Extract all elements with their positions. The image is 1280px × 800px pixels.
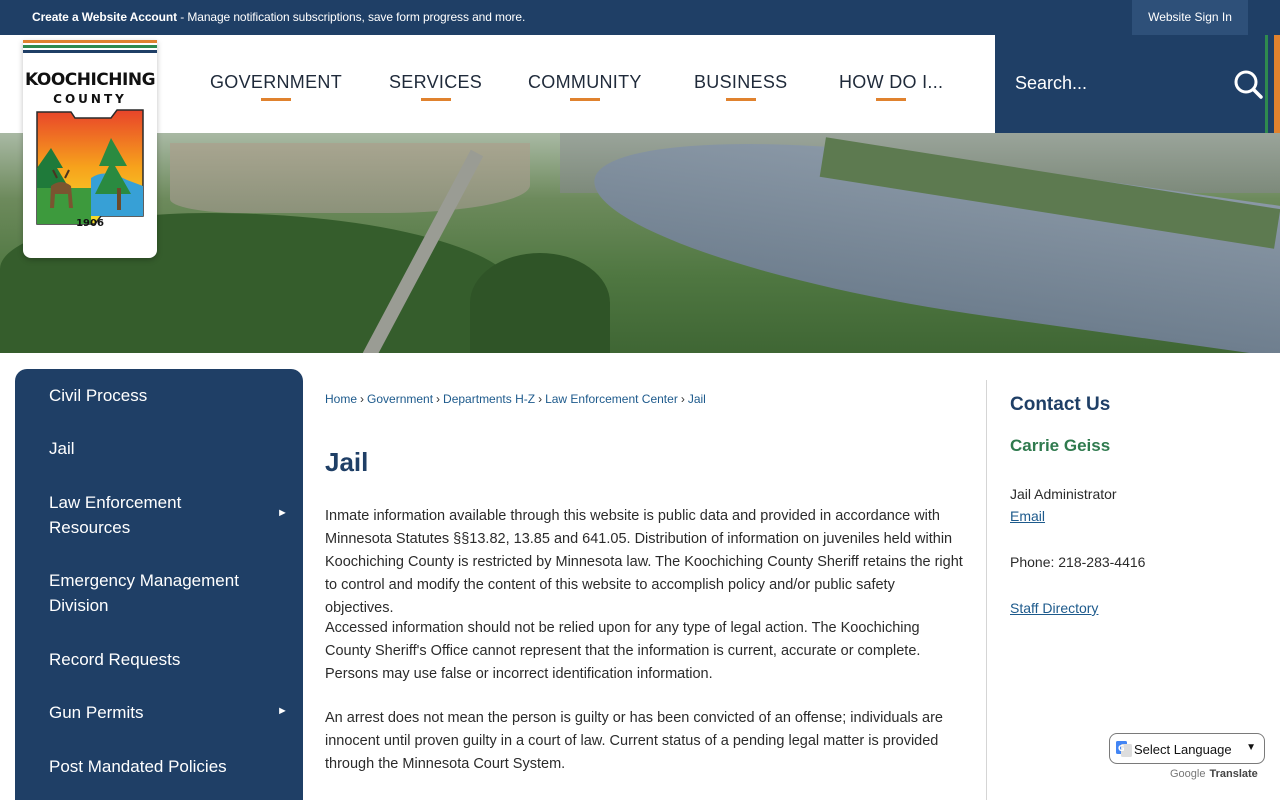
county-map-icon [31, 108, 149, 236]
contact-heading: Contact Us [1010, 394, 1111, 415]
logo-bands [23, 40, 157, 58]
breadcrumb-separator: › [436, 392, 441, 406]
breadcrumb-separator: › [360, 392, 365, 406]
nav-underline [726, 98, 756, 101]
breadcrumb [325, 392, 706, 406]
nav-business[interactable] [694, 72, 787, 93]
staff-directory-link[interactable]: Staff Directory [1010, 600, 1099, 616]
accent-stripe [1274, 35, 1280, 133]
create-account-link[interactable]: Create a Website Account [32, 10, 177, 24]
sidebar-item-civil-process[interactable]: Civil Process [49, 386, 148, 405]
breadcrumb-separator: › [538, 392, 543, 406]
content-paragraph: An arrest does not mean the person is guilty or has been convicted of an offense; individuals are innocent until proven guilty in a court of law. Current status of a pending legal matter is provided through the Minnesota Court System. [325, 710, 943, 772]
google-translate-credit[interactable] [1170, 768, 1258, 780]
accent-stripe [1265, 35, 1268, 133]
breadcrumb-government[interactable]: Government [367, 392, 434, 406]
search-panel [995, 35, 1280, 133]
logo-year: 1906 [76, 218, 104, 229]
language-select-label: Select Language [1134, 742, 1232, 757]
nav-underline [421, 98, 451, 101]
logo-title: KOOCHICHING [24, 70, 156, 90]
sidebar [15, 369, 303, 800]
sidebar-item-gun-permits[interactable]: Gun Permits [49, 703, 144, 722]
sidebar-item-law-enforcement-resources[interactable]: Law Enforcement Resources [49, 493, 182, 537]
nav-underline [876, 98, 906, 101]
nav-government[interactable] [210, 72, 342, 93]
search-input[interactable]: Search... [1015, 73, 1088, 93]
contact-phone: Phone: 218-283-4416 [1010, 554, 1146, 570]
sidebar-item-jail[interactable]: Jail [49, 439, 75, 458]
sidebar-item-record-requests[interactable]: Record Requests [49, 650, 181, 669]
page-title: Jail [325, 447, 369, 477]
nav-underline [261, 98, 291, 101]
translate-label: Translate [1209, 768, 1258, 780]
account-message-text: - Manage notification subscriptions, save form progress and more. [176, 10, 526, 24]
nav-business-label: BUSINESS [694, 72, 788, 92]
svg-text:G: G [1118, 744, 1125, 753]
nav-government-label: GOVERNMENT [210, 72, 343, 92]
language-select[interactable] [1109, 733, 1265, 764]
breadcrumb-home[interactable]: Home [325, 392, 358, 406]
logo-subtitle: COUNTY [53, 92, 127, 106]
content-paragraph: Inmate information available through this website is public data and provided in accordance with Minnesota Statutes §§13.82, 13.85 and 641.05. Distribution of information on juveniles held within Koochiching County is restricted by Minnesota law. The Koochiching County Sheriff retains the right to control and modify the content of this website to accomplish policy and/or public safety objectives. [325, 508, 963, 616]
contact-role: Jail Administrator [1010, 486, 1117, 502]
column-divider [986, 380, 987, 800]
county-logo[interactable] [23, 40, 157, 258]
content-paragraph: Accessed information should not be relied upon for any type of legal action. The Koochiching County Sheriff's Office cannot represent that the information is current, accurate or complete. Persons may use false or incorrect identification information. [325, 620, 921, 682]
logo-band-orange [23, 40, 157, 43]
breadcrumb-departments[interactable]: Departments H-Z [443, 392, 536, 406]
account-message [32, 10, 525, 24]
hero-image [0, 133, 1280, 353]
nav-community[interactable] [528, 72, 642, 93]
submenu-arrow-icon[interactable]: ► [277, 705, 288, 717]
breadcrumb-jail[interactable]: Jail [687, 392, 706, 406]
sidebar-item-post-mandated-policies[interactable]: Post Mandated Policies [49, 757, 227, 776]
nav-services-label: SERVICES [389, 72, 483, 92]
top-bar [0, 0, 1280, 35]
nav-underline [570, 98, 600, 101]
nav-community-label: COMMUNITY [528, 72, 642, 92]
chevron-down-icon: ▼ [1246, 742, 1256, 753]
google-wordmark: Google [1170, 768, 1206, 780]
contact-email-link[interactable]: Email [1010, 508, 1046, 524]
breadcrumb-law-enforcement-center[interactable]: Law Enforcement Center [545, 392, 678, 406]
submenu-arrow-icon[interactable]: ► [277, 507, 288, 519]
google-translate-icon [1116, 741, 1132, 757]
contact-name: Carrie Geiss [1010, 436, 1111, 455]
main-nav [180, 35, 990, 133]
nav-how-do-i-label: HOW DO I... [839, 72, 944, 92]
nav-how-do-i[interactable] [839, 72, 943, 93]
nav-services[interactable] [389, 72, 482, 93]
logo-band-green [23, 45, 157, 48]
search-icon[interactable] [1233, 69, 1263, 99]
website-sign-in-button[interactable]: Website Sign In [1132, 0, 1248, 35]
hero-forest [470, 253, 610, 353]
sidebar-item-emergency-management[interactable]: Emergency Management Division [49, 571, 239, 615]
breadcrumb-separator: › [680, 392, 685, 406]
logo-band-navy [23, 50, 157, 53]
